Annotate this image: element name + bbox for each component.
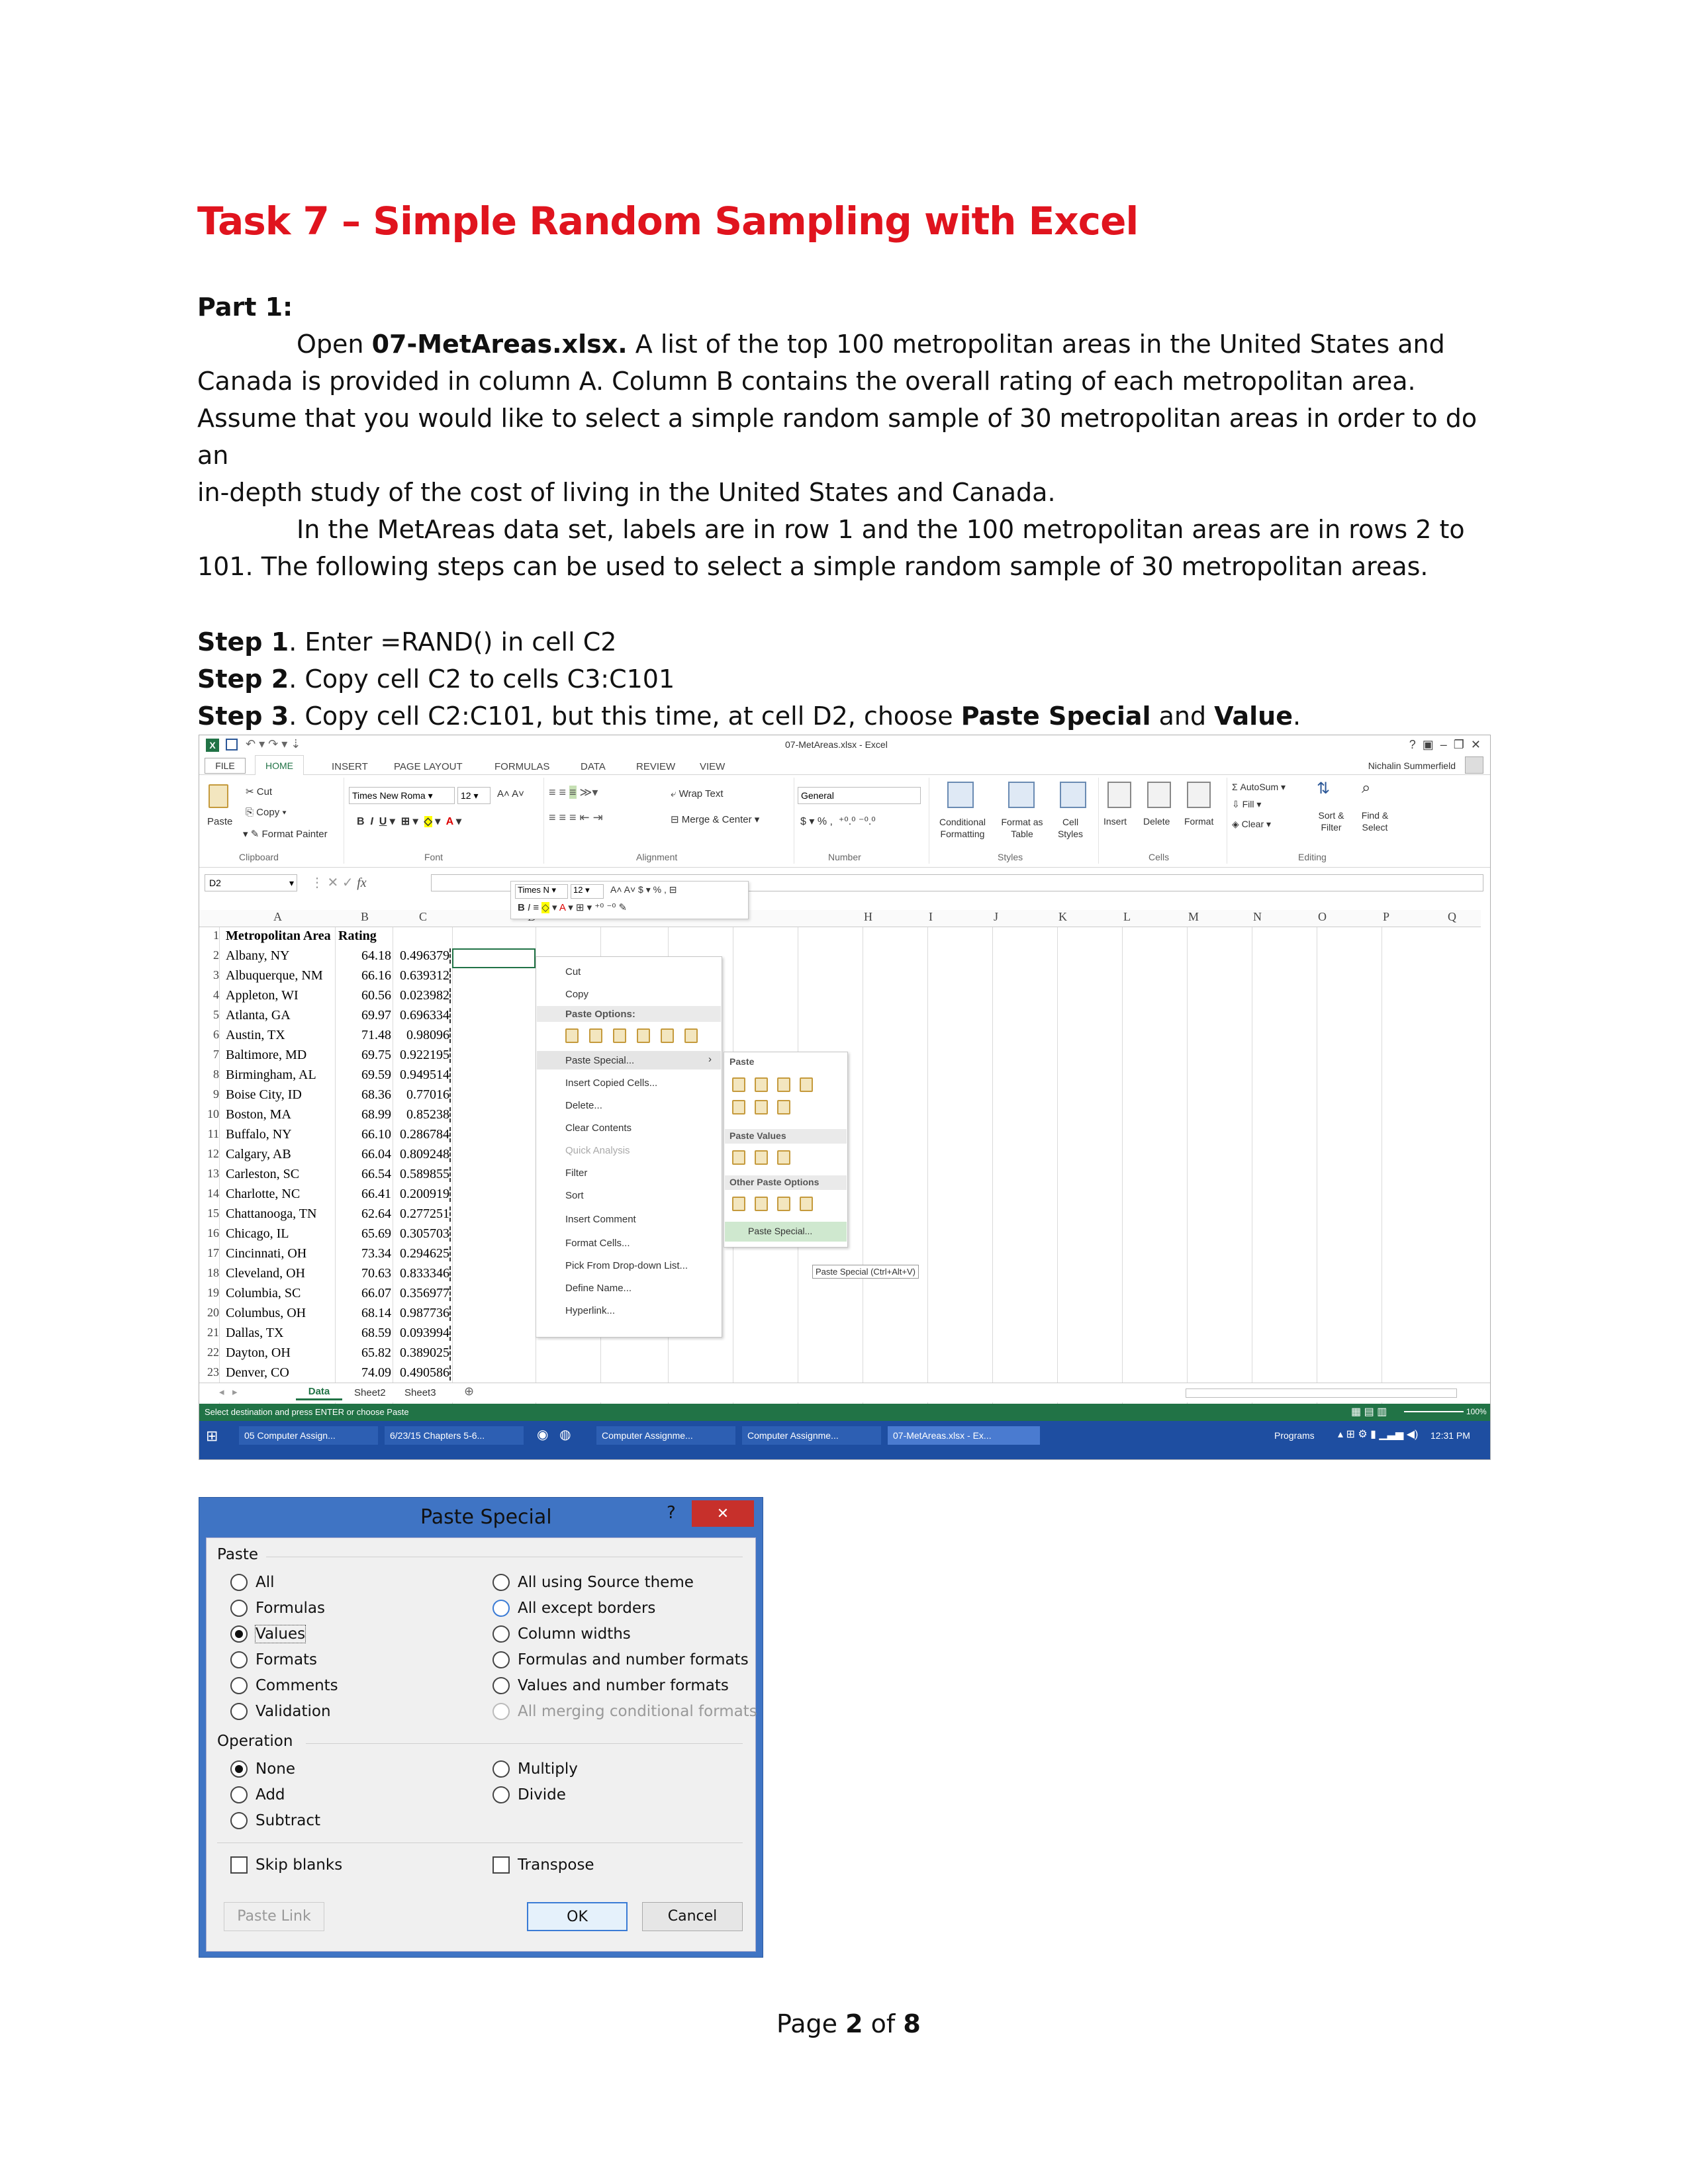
radio-none[interactable] [230,1760,248,1778]
font-name-select[interactable]: Times New Roma ▾ [349,787,455,804]
excel-screenshot [199,735,1491,1460]
menu-format-cells[interactable]: Format Cells... [565,1238,630,1249]
zoom-level: 100% [1466,1407,1487,1416]
cell-area[interactable]: Albuquerque, NM [226,968,323,983]
conditional-formatting-icon[interactable] [947,782,974,808]
cell-area[interactable]: Chicago, IL [226,1226,289,1241]
ribbon [199,775,1490,868]
editing-group-label: Editing [1298,852,1327,862]
cell-area[interactable]: Albany, NY [226,948,290,963]
sub-keep-source-icon[interactable] [800,1077,813,1092]
radio-values-number-formats[interactable] [492,1677,510,1694]
cell-area[interactable]: Carleston, SC [226,1167,300,1181]
cell-random[interactable]: 0.093994 [395,1326,451,1341]
cut-button[interactable]: ✂ Cut [246,786,273,797]
font-group-label: Font [424,852,444,862]
skip-blanks-checkbox[interactable] [230,1856,248,1874]
submenu-other-heading: Other Paste Options [729,1177,820,1187]
align-buttons[interactable]: ≡ ≡ ≡ ⇤ ⇥ [549,811,603,824]
page-number: Page 2 of 8 [776,2009,921,2038]
radio-all-except-borders[interactable] [492,1600,510,1617]
menu-clear-contents[interactable]: Clear Contents [565,1122,632,1134]
paste-link-button: Paste Link [224,1902,324,1931]
submenu-arrow-icon: › [708,1054,712,1065]
sub-values-source-icon[interactable] [777,1150,790,1165]
cell-rating[interactable]: 74.09 [361,1365,391,1380]
radio-formulas[interactable] [230,1600,248,1617]
cell-rating[interactable]: 66.16 [361,968,391,983]
format-as-table-button[interactable]: Format as Table [1001,817,1043,839]
font-grow-shrink[interactable]: A˄ A˅ [497,788,524,799]
submenu-values-heading: Paste Values [729,1130,786,1141]
cell-rating[interactable]: 68.59 [361,1326,391,1340]
taskbar [199,1421,1490,1460]
step-2: Step 2. Copy cell C2 to cells C3:C101 [197,664,675,694]
number-format-select[interactable]: General [798,787,921,804]
cell-area[interactable]: Austin, TX [226,1028,285,1042]
cell-random[interactable]: 0.496379 [395,948,451,964]
paste-special-tooltip: Paste Special (Ctrl+Alt+V) [812,1265,919,1279]
sub-col-widths-icon[interactable] [755,1100,768,1115]
context-menu [536,956,722,1338]
mini-size-select[interactable]: 12 ▾ [571,884,604,899]
window-title: 07-MetAreas.xlsx - Excel [785,739,888,750]
cell-rating[interactable]: 68.99 [361,1107,391,1122]
fill-button[interactable]: ⇩ Fill ▾ [1232,799,1262,809]
tab-formulas[interactable]: FORMULAS [494,761,550,772]
cell-random[interactable]: 0.294625 [395,1246,451,1261]
cell-random[interactable]: 0.639312 [395,968,451,983]
cell-random[interactable]: 0.696334 [395,1008,451,1023]
paste-values-option-icon[interactable] [589,1028,602,1043]
save-icon[interactable] [226,739,238,751]
alignment-group-label: Alignment [636,852,678,862]
radio-column-widths[interactable] [492,1625,510,1643]
cell-rating[interactable]: 65.82 [361,1345,391,1360]
sub-values-number-icon[interactable] [755,1150,768,1165]
conditional-formatting-button[interactable]: Conditional Formatting [939,817,986,839]
radio-all-source-theme[interactable] [492,1574,510,1591]
format-as-table-icon[interactable] [1008,782,1035,808]
step-3: Step 3. Copy cell C2:C101, but this time, at cell D2, choose Paste Special and Value. [197,702,1301,731]
cell-area[interactable]: Cincinnati, OH [226,1246,307,1261]
font-style-buttons[interactable]: B I U ▾ ⊞ ▾ ◇ ▾ A ▾ [357,816,462,827]
menu-pick-from-list[interactable]: Pick From Drop-down List... [565,1260,688,1271]
paste-option-icon[interactable] [565,1028,579,1043]
radio-formats[interactable] [230,1651,248,1668]
sheet-tab-sheet2[interactable]: Sheet2 [354,1387,386,1398]
dialog-title: Paste Special [420,1506,552,1529]
ribbon-tabs [199,755,1490,775]
styles-group-label: Styles [998,852,1023,862]
sub-no-borders-icon[interactable] [732,1100,745,1115]
cell-random[interactable]: 0.949514 [395,1068,451,1083]
sub-link-icon[interactable] [755,1197,768,1211]
radio-multiply[interactable] [492,1760,510,1778]
cell-rating[interactable]: 66.10 [361,1127,391,1142]
insert-button[interactable]: Insert [1103,816,1127,827]
menu-insert-comment[interactable]: Insert Comment [565,1214,636,1225]
status-text: Select destination and press ENTER or choose Paste [205,1407,409,1417]
menu-cut[interactable]: Cut [565,966,581,978]
view-icons[interactable]: ▦ ▤ ▥ [1351,1406,1387,1418]
cell-styles-icon[interactable] [1060,782,1086,808]
sheet-tab-bar [199,1383,1490,1402]
sub-values-icon[interactable] [732,1150,745,1165]
paragraph-2 [197,511,1495,585]
tab-home[interactable]: HOME [255,755,304,776]
cell-rating[interactable]: 64.18 [361,948,391,963]
p1-rest: A list of the top 100 metropolitan areas in the United States and [627,330,1445,359]
format-cells-icon[interactable] [1187,782,1211,808]
cell-rating[interactable]: 69.59 [361,1068,391,1082]
add-sheet-icon[interactable]: ⊕ [464,1385,475,1398]
cell-area[interactable]: Boston, MA [226,1107,291,1122]
p1-line4: in-depth study of the cost of living in the United States and Canada. [197,478,1056,507]
cell-area[interactable]: Boise City, ID [226,1087,302,1102]
find-select-button[interactable]: Find & Select [1361,810,1389,833]
ok-button[interactable]: OK [527,1902,628,1931]
sheet-tab-data[interactable]: Data [296,1383,342,1400]
steps [197,623,1495,735]
taskbar-item-2[interactable]: 6/23/15 Chapters 5-6... [385,1426,524,1445]
sub-linked-picture-icon[interactable] [800,1197,813,1211]
programs-label[interactable]: Programs [1274,1430,1315,1441]
paste-link-option-icon[interactable] [684,1028,698,1043]
cells-group-label: Cells [1149,852,1170,862]
formula-icons[interactable]: ⋮ ✕ ✓ fx [310,876,367,890]
cell-area[interactable]: Appleton, WI [226,988,299,1003]
sort-filter-button[interactable]: Sort & Filter [1318,810,1344,833]
cell-area[interactable]: Calgary, AB [226,1147,291,1161]
cell-random[interactable]: 0.389025 [395,1345,451,1361]
number-format-buttons[interactable]: $ ▾ % , ⁺⁰.⁰ ⁻⁰.⁰ [800,816,876,827]
transpose-checkbox[interactable] [492,1856,510,1874]
cell-rating[interactable]: 69.75 [361,1048,391,1062]
radio-divide[interactable] [492,1786,510,1803]
paste-submenu [724,1052,848,1248]
cell-rating[interactable]: 71.48 [361,1028,391,1042]
cell-random[interactable]: 0.305703 [395,1226,451,1242]
cell-area[interactable]: Columbia, SC [226,1286,301,1300]
cell-area[interactable]: Atlanta, GA [226,1008,291,1023]
paste-transpose-option-icon[interactable] [637,1028,650,1043]
paste-icon[interactable] [209,784,228,808]
merge-center-button[interactable]: ⊟ Merge & Center ▾ [671,814,760,825]
cell-area[interactable]: Cleveland, OH [226,1266,305,1281]
cell-random[interactable]: 0.833346 [395,1266,451,1281]
p1-line2: Canada is provided in column A. Column B contains the overall rating of each metropolitan area. [197,367,1416,396]
menu-filter[interactable]: Filter [565,1167,588,1179]
close-button[interactable]: ✕ [692,1500,754,1527]
cell-rating[interactable]: 70.63 [361,1266,391,1281]
p2-line1: In the MetAreas data set, labels are in row 1 and the 100 metropolitan areas are in rows 2 to [297,515,1465,544]
radio-formulas-number-formats[interactable] [492,1651,510,1668]
tab-view[interactable]: VIEW [700,761,726,772]
clear-button[interactable]: ◈ Clear ▾ [1232,819,1272,829]
cell-random[interactable]: 0.85238 [395,1107,451,1122]
cell-random[interactable]: 0.023982 [395,988,451,1003]
copy-button[interactable]: ⎘ Copy ▾ [246,807,287,818]
tab-insert[interactable]: INSERT [332,761,368,772]
taskbar-item-1[interactable]: 05 Computer Assign... [239,1426,378,1445]
delete-button[interactable]: Delete [1143,816,1170,827]
cell-random[interactable]: 0.987736 [395,1306,451,1321]
menu-copy[interactable]: Copy [565,989,589,1000]
format-button[interactable]: Format [1184,816,1214,827]
user-name[interactable]: Nichalin Summerfield [1368,760,1456,771]
cell-rating[interactable]: 66.41 [361,1187,391,1201]
undo-icon[interactable]: ↶ ▾ ↷ ▾ ⇣ [246,737,301,751]
autosum-button[interactable]: Σ AutoSum ▾ [1232,782,1286,792]
clock: 12:31 PM [1430,1430,1470,1441]
sub-picture-icon[interactable] [777,1197,790,1211]
insert-cells-icon[interactable] [1107,782,1131,808]
sheet-nav-icon[interactable]: ◂ ▸ [219,1387,238,1398]
column-header-row: A B C H I J K L M N O P Q [199,910,1481,927]
mini-buttons-bottom[interactable]: B I ≡ ◇ ▾ A ▾ ⊞ ▾ ⁺⁰ ⁻⁰ ✎ [518,902,628,913]
cell-random[interactable]: 0.490586 [395,1365,451,1381]
cell-area[interactable]: Chattanooga, TN [226,1206,317,1221]
dialog-body: Paste All Formulas Values Formats Comments Validation All using Source theme All except borders Column widths Formulas and number formats Values and number formats All merging conditional formats Operation None Add Subtract Multiply Divide Skip blanks Transpose Paste Link OK Cancel [206,1537,756,1952]
worksheet[interactable]: A B C H I J K L M N O P Q 1 Metropolitan Area Rating 2 Albany, NY 64.18 0.496379 3 Albuquerque, NM 66.16 0.639312 4 Appleton, WI 60.56 0.023982 5 Atlanta, GA 69.97 0.696334 6 Austin, TX 71.48 0.98096 7 Baltimore, MD 69.75 0.922195 8 Birmingham, AL 69.59 0.949514 9 Boise City, ID 68.36 0.77016 10 Boston, MA 68.99 0.85238 11 Buffalo, NY 66.10 0.286784 12 Calgary, AB 66.04 0.809248 13 Carleston, SC 66.54 0.589855 14 Charlotte, NC 66.41 0.200919 15 Chattanooga, TN 62.64 0.277251 16 Chicago, IL 65.69 0.305703 17 Cincinnati, OH 73.34 0.294625 18 Cleveland, OH 70.63 0.833346 19 Columbia, SC 66.07 0.356977 20 Columbus, OH 68.14 0.987736 21 Dallas, TX 68.59 0.093994 22 Dayton, OH 65.82 0.389025 23 Denver, CO 74.09 0.490586 [199,910,1481,1450]
menu-insert-copied-cells[interactable]: Insert Copied Cells... [565,1077,658,1089]
cell-area[interactable]: Baltimore, MD [226,1048,307,1062]
paragraph-1 [197,326,1495,511]
cell-styles-button[interactable]: Cell Styles [1057,817,1084,839]
p1-pre: Open [297,330,372,359]
paste-formulas-option-icon[interactable] [613,1028,626,1043]
window-controls[interactable]: ? ▣ – ❐ ✕ [1409,738,1481,751]
menu-quick-analysis: Quick Analysis [565,1145,630,1156]
cell-rating[interactable]: 73.34 [361,1246,391,1261]
avatar[interactable] [1465,756,1483,774]
tab-review[interactable]: REVIEW [636,761,676,772]
cell-rating[interactable]: 66.54 [361,1167,391,1181]
mini-font-select[interactable]: Times N ▾ [515,884,568,899]
sheet-tab-sheet3[interactable]: Sheet3 [404,1387,436,1398]
sub-formulas-format-icon[interactable] [777,1077,790,1092]
document-title: Task 7 – Simple Random Sampling with Excel [197,199,1139,244]
cell-rating[interactable]: 69.97 [361,1008,391,1023]
sort-filter-icon[interactable]: ⇅ [1317,780,1331,797]
tray-icons[interactable]: ▴ ⊞ ⚙ ▮ ▁▃▅ ◀) [1338,1429,1419,1440]
paste-label[interactable]: Paste [207,816,233,827]
delete-cells-icon[interactable] [1147,782,1171,808]
menu-hyperlink[interactable]: Hyperlink... [565,1305,616,1316]
cell-area[interactable]: Denver, CO [226,1365,289,1380]
radio-add[interactable] [230,1786,248,1803]
status-bar [199,1404,1490,1421]
paste-formatting-option-icon[interactable] [661,1028,674,1043]
formula-bar [199,874,1490,891]
submenu-paste-special[interactable]: Paste Special... [748,1226,813,1236]
cell-random[interactable]: 0.98096 [395,1028,451,1043]
cell-random[interactable]: 0.809248 [395,1147,451,1162]
sub-paste-icon[interactable] [732,1077,745,1092]
cell-area[interactable]: Dayton, OH [226,1345,291,1360]
p1-line3: Assume that you would like to select a simple random sample of 30 metropolitan areas in order to do an [197,404,1477,470]
radio-all[interactable] [230,1574,248,1591]
sub-transpose-icon[interactable] [777,1100,790,1115]
menu-define-name[interactable]: Define Name... [565,1283,632,1294]
name-box[interactable]: D2 ▾ [205,874,297,891]
wrap-text-button[interactable]: ⤶ Wrap Text [671,788,724,799]
cell-random[interactable]: 0.356977 [395,1286,451,1301]
cell-random[interactable]: 0.589855 [395,1167,451,1182]
mini-buttons-top[interactable]: A˄ A˅ $ ▾ % , ⊟ [610,884,677,895]
help-button[interactable]: ? [667,1503,676,1523]
paste-section-label: Paste [217,1546,259,1563]
align-top-buttons[interactable]: ≡ ≡ ≡ ≫▾ [549,786,598,799]
taskbar-browser-icons[interactable]: ◉ ◍ [537,1428,571,1442]
taskbar-item-3[interactable]: Computer Assignme... [596,1426,735,1445]
submenu-paste-heading: Paste [729,1056,755,1067]
cell-area[interactable]: Charlotte, NC [226,1187,301,1201]
format-painter-button[interactable]: ▾ ✎ Format Painter [243,829,328,840]
taskbar-item-excel[interactable]: 07-MetAreas.xlsx - Ex... [888,1426,1040,1445]
cell-rating[interactable]: 60.56 [361,988,391,1003]
cell-random[interactable]: 0.286784 [395,1127,451,1142]
cell-rating[interactable]: 68.14 [361,1306,391,1320]
cancel-button[interactable]: Cancel [642,1902,743,1931]
cell-area[interactable]: Birmingham, AL [226,1068,316,1082]
menu-delete[interactable]: Delete... [565,1100,602,1111]
cell-area[interactable]: Columbus, OH [226,1306,306,1320]
menu-sort[interactable]: Sort [565,1190,584,1201]
p2-line2: 101. The following steps can be used to select a simple random sample of 30 metropolitan areas. [197,552,1429,581]
paste-special-dialog [199,1497,763,1958]
radio-values[interactable] [230,1625,248,1643]
part-heading: Part 1: [197,293,293,322]
mini-toolbar [510,881,749,919]
excel-logo-icon: X [206,739,219,752]
windows-start-icon[interactable]: ⊞ [206,1428,218,1444]
cell-random[interactable]: 0.922195 [395,1048,451,1063]
operation-section-label: Operation [217,1733,293,1750]
zoom-slider[interactable] [1404,1411,1464,1412]
selected-cell-d2[interactable] [452,948,536,968]
horizontal-scrollbar[interactable] [1186,1388,1457,1398]
menu-paste-special[interactable]: Paste Special... [565,1055,635,1066]
cell-area[interactable]: Buffalo, NY [226,1127,292,1142]
radio-validation[interactable] [230,1703,248,1720]
taskbar-item-4[interactable]: Computer Assignme... [742,1426,881,1445]
cell-area[interactable]: Dallas, TX [226,1326,284,1340]
cell-rating[interactable]: 66.04 [361,1147,391,1161]
cell-random[interactable]: 0.200919 [395,1187,451,1202]
radio-comments[interactable] [230,1677,248,1694]
title-bar [199,735,1490,755]
tab-data[interactable]: DATA [581,761,606,772]
cell-rating[interactable]: 68.36 [361,1087,391,1102]
font-size-select[interactable]: 12 ▾ [457,787,491,804]
cell-random[interactable]: 0.77016 [395,1087,451,1103]
tab-page-layout[interactable]: PAGE LAYOUT [394,761,463,772]
radio-subtract[interactable] [230,1812,248,1829]
sub-formatting-icon[interactable] [732,1197,745,1211]
find-select-icon[interactable]: ⌕ [1362,779,1371,797]
step-1: Step 1. Enter =RAND() in cell C2 [197,627,617,657]
cell-rating[interactable]: 62.64 [361,1206,391,1221]
cell-rating[interactable]: 66.07 [361,1286,391,1300]
sub-formulas-icon[interactable] [755,1077,768,1092]
cell-random[interactable]: 0.277251 [395,1206,451,1222]
file-name: 07-MetAreas.xlsx. [371,330,628,359]
clipboard-group-label: Clipboard [239,852,279,862]
radio-all-merging [492,1703,510,1720]
cell-rating[interactable]: 65.69 [361,1226,391,1241]
tab-file[interactable]: FILE [205,758,246,774]
number-group-label: Number [828,852,861,862]
menu-paste-options: Paste Options: [565,1009,635,1020]
